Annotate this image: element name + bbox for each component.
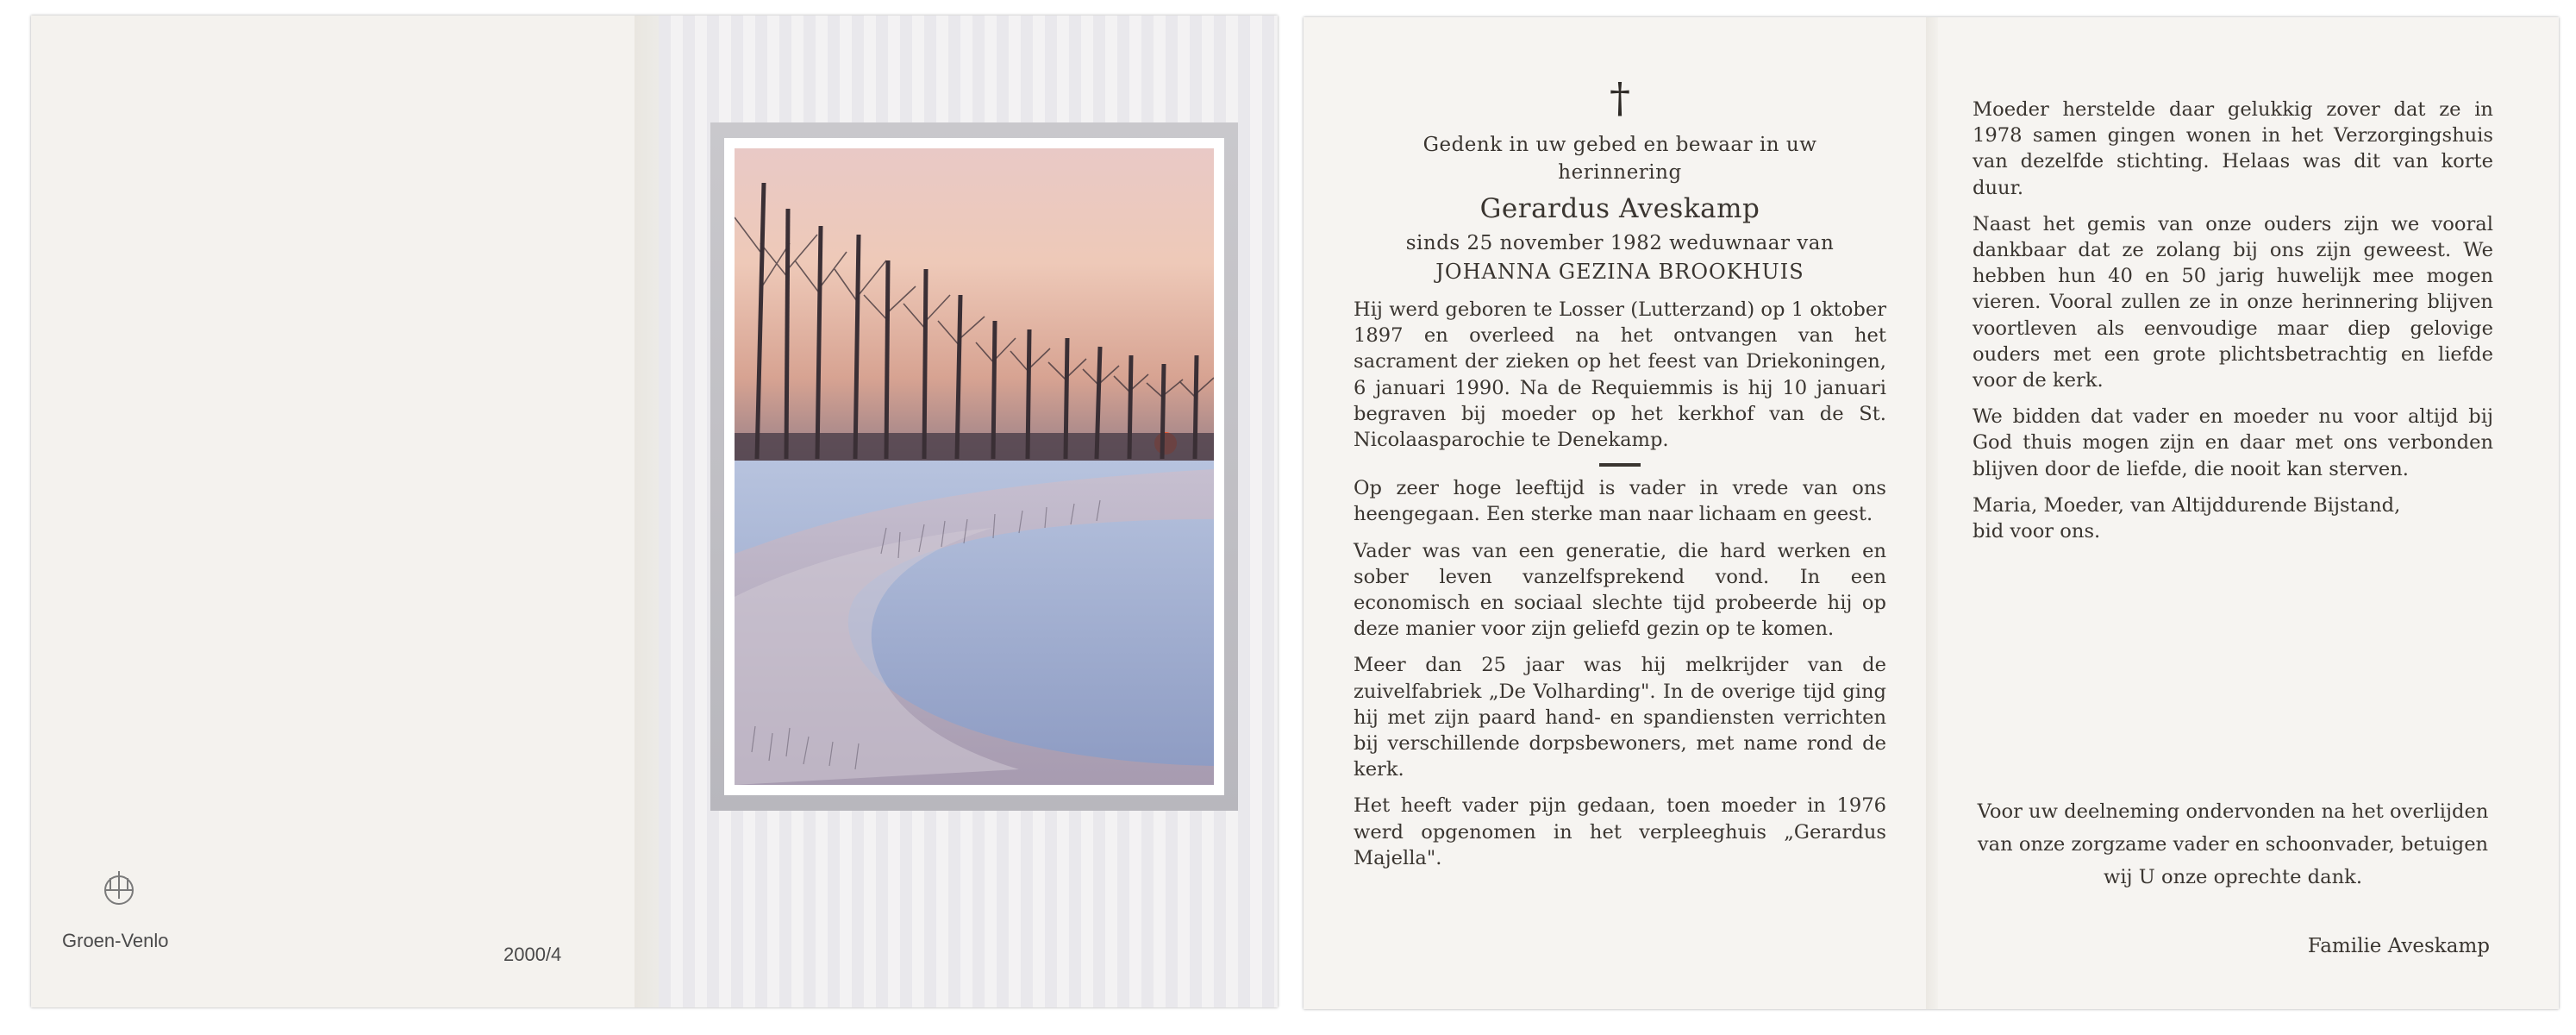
biography-paragraph: Meer dan 25 jaar was hij melkrijder van de zuivelfabriek „De Volharding". In de overige tijd ging hij met zijn paard hand- en spandiensten verrichten bij verschillende dorpsbewoners, met name rond de kerk. xyxy=(1354,654,1886,781)
closing-prayer: Maria, Moeder, van Altijddurende Bijstand, xyxy=(1973,493,2401,517)
cross-icon: † xyxy=(1610,74,1630,122)
family-signature: Familie Aveskamp xyxy=(2307,935,2490,957)
photo-frame xyxy=(724,138,1224,795)
thanks-block xyxy=(1973,795,2493,894)
spouse-name: JOHANNA GEZINA BROOKHUIS xyxy=(1435,260,1804,284)
card-fold xyxy=(635,16,659,1007)
photo-mat xyxy=(710,122,1238,811)
inside-left-panel xyxy=(1354,74,1886,881)
winter-sunset-photo xyxy=(735,148,1214,785)
deceased-name: Gerardus Aveskamp xyxy=(1479,193,1760,224)
biography-paragraph: Vader was van een generatie, die hard werken en sober leven vanzelfsprekend vond. In een economisch en sociaal slechte tijd probeerde hij op deze manier voor zijn geliefd gezin op te komen. xyxy=(1354,539,1886,641)
prayer-heading: Gedenk in uw gebed en bewaar in uw xyxy=(1422,134,1817,156)
biography-paragraph: Het heeft vader pijn gedaan, toen moeder in 1976 werd opgenomen in het verpleeghuis „Gerardus Majella". xyxy=(1354,794,1886,869)
publisher-logo-icon xyxy=(93,862,145,914)
card-inside xyxy=(1304,17,2559,1009)
prayer-heading-2: herinnering xyxy=(1558,161,1682,184)
card-number: 2000/4 xyxy=(503,944,562,965)
publisher-name: Groen-Venlo xyxy=(62,930,169,951)
biography-paragraph: Naast het gemis van onze ouders zijn we vooral dankbaar dat ze zolang bij ons zijn geweest. We hebben hun 40 en 50 jarig huwelijk mee mogen vieren. Vooral zullen ze in onze herinnering blijven voortleven als eenvoudige maar diep gelovige ouders met een grote plichtsbetrachtig en liefde voor de kerk. xyxy=(1973,212,2493,392)
card-outside xyxy=(31,16,1278,1007)
inside-right-panel xyxy=(1973,97,2493,555)
biography-paragraph: Hij werd geboren te Losser (Lutterzand) op 1 oktober 1897 en overleed na het ontvangen van het sacrament der zieken op het feest van Driekoningen, 6 januari 1990. Na de Requiemmis is hij 10 januari begraven bij moeder op het kerkhof van de St. Nicolaasparochie te Denekamp. xyxy=(1354,298,1886,452)
biography-paragraph: Op zeer hoge leeftijd is vader in vrede van ons heengegaan. Een sterke man naar lichaam en geest. xyxy=(1354,477,1886,526)
closing-prayer-2: bid voor ons. xyxy=(1973,520,2101,543)
biography-paragraph: We bidden dat vader en moeder nu voor altijd bij God thuis mogen zijn en daar met ons verbonden blijven door de liefde, die nooit kan sterven. xyxy=(1973,405,2493,480)
card-back-panel xyxy=(31,16,635,1007)
biography-paragraph: Moeder herstelde daar gelukkig zover dat ze in 1978 samen gingen wonen in het Verzorgingshuis van dezelfde stichting. Helaas was dit van korte duur. xyxy=(1973,98,2493,199)
widower-line: sinds 25 november 1982 weduwnaar van xyxy=(1405,232,1835,254)
thanks-text: Voor uw deelneming ondervonden na het overlijden van onze zorgzame vader en schoonvader, betuigen wij U onze oprechte dank. xyxy=(1977,800,2489,888)
card-fold xyxy=(1926,17,1938,1009)
card-front-panel xyxy=(659,16,1278,1007)
section-divider xyxy=(1599,463,1641,467)
